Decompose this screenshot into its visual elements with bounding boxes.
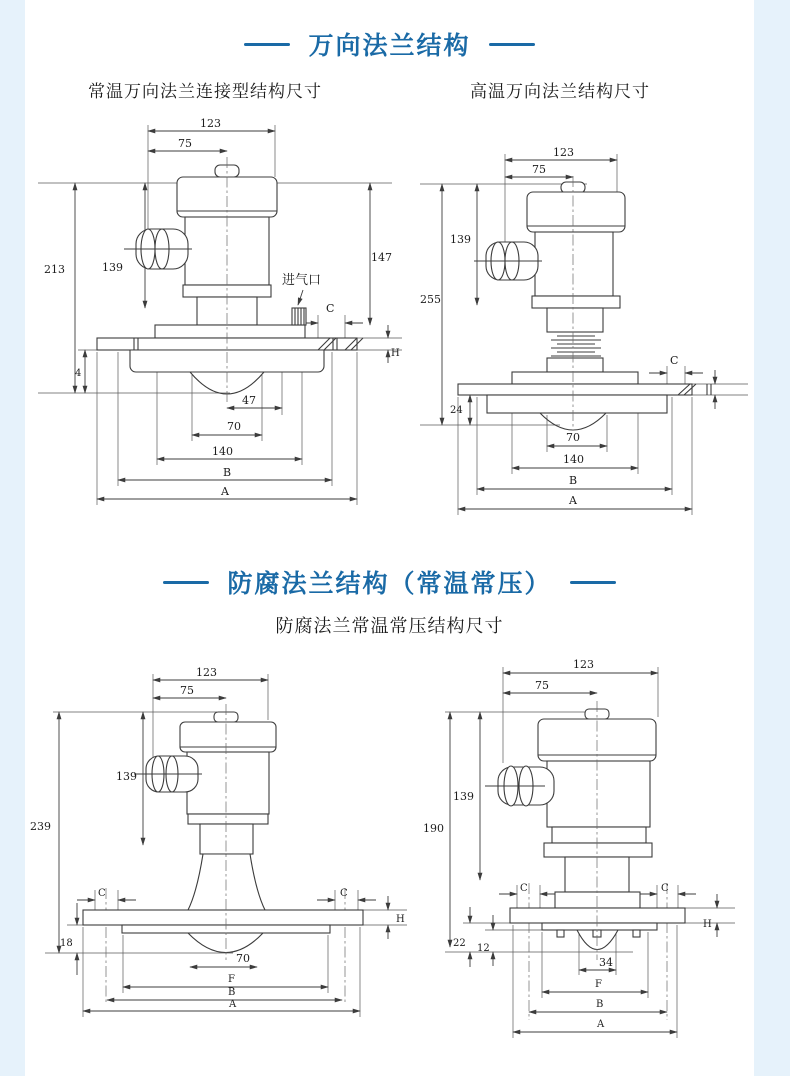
dim-horn-mouth: 70 xyxy=(227,420,241,433)
dim-flange-drop: 22 xyxy=(453,938,466,949)
subtitle-anticorrosion: 防腐法兰常温常压结构尺寸 xyxy=(275,616,504,636)
dim-overall-height: 190 xyxy=(423,822,444,835)
dim-probe-offset: 75 xyxy=(178,137,192,150)
dim-bolt-circle: B xyxy=(228,987,236,998)
dim-bolt-offset-right: C xyxy=(340,888,348,899)
device-body xyxy=(485,709,685,950)
drawing-high-temp-universal-flange xyxy=(420,130,760,520)
dim-flange-thickness: H xyxy=(396,914,405,925)
dim-seat-height: 24 xyxy=(450,405,463,416)
bellows xyxy=(551,332,601,356)
header-dash-left xyxy=(244,43,290,46)
header-dash-right xyxy=(489,43,535,46)
dim-flange-od: A xyxy=(569,494,577,507)
dim-head-to-flange: 147 xyxy=(371,251,392,264)
dim-horn-mouth: 70 xyxy=(566,431,580,444)
dim-liner-width: F xyxy=(228,974,235,985)
dim-housing-height: 139 xyxy=(102,261,123,274)
air-inlet-label: 进气口 xyxy=(282,272,322,287)
dim-bolt-offset-right: C xyxy=(661,883,669,894)
dim-flange-thickness: H xyxy=(391,348,400,359)
dim-probe-offset: 75 xyxy=(535,679,549,692)
dim-flange-od: A xyxy=(229,999,237,1010)
dim-flange-thickness: H xyxy=(703,919,712,930)
dim-flange-od: A xyxy=(597,1019,605,1030)
dim-overall-height: 255 xyxy=(420,293,441,306)
dim-seat-height: 4 xyxy=(75,368,82,379)
dim-top-width: 123 xyxy=(573,658,594,671)
dim-bolt-circle: B xyxy=(569,474,578,487)
dim-horn-inner: 47 xyxy=(242,394,256,407)
drawing-anticorrosion-left xyxy=(22,650,417,1022)
header-dash-right xyxy=(570,581,616,584)
dim-antenna-width: 34 xyxy=(599,956,613,969)
header-dash-left xyxy=(163,581,209,584)
device-body xyxy=(458,182,711,430)
section-universal-title: 万向法兰结构 xyxy=(308,32,471,60)
dim-seat-width: 140 xyxy=(563,453,584,466)
dim-top-width: 123 xyxy=(553,146,574,159)
subtitle-normal-temp: 常温万向法兰连接型结构尺寸 xyxy=(88,82,322,101)
device-body xyxy=(83,712,363,953)
dim-top-width: 123 xyxy=(200,117,221,130)
dim-probe-offset: 75 xyxy=(532,163,546,176)
drawing-anticorrosion-right xyxy=(415,645,747,1047)
dim-overall-height: 239 xyxy=(30,820,51,833)
dim-housing-height: 139 xyxy=(116,770,137,783)
dim-housing-height: 139 xyxy=(453,790,474,803)
horn xyxy=(188,854,265,910)
section-universal-header xyxy=(25,26,754,62)
dim-top-width: 123 xyxy=(196,666,217,679)
dim-bolt-circle: B xyxy=(223,466,232,479)
dim-flange-od: A xyxy=(221,485,229,498)
dim-housing-height: 139 xyxy=(450,233,471,246)
dim-seat-width: 140 xyxy=(212,445,233,458)
dim-overall-height: 213 xyxy=(44,263,65,276)
device-body xyxy=(97,165,363,394)
dim-bolt-offset-left: C xyxy=(98,888,106,899)
section-anticorrosion-title: 防腐法兰结构（常温常压） xyxy=(227,570,552,598)
section-anticorrosion-header xyxy=(25,564,754,600)
dim-bolt-offset: C xyxy=(326,302,335,315)
dim-bolt-offset: C xyxy=(670,354,679,367)
dim-probe-offset: 75 xyxy=(180,684,194,697)
dim-protrusion: 12 xyxy=(477,943,490,954)
drawing-normal-temp-universal-flange xyxy=(30,103,410,507)
dim-horn-mouth: 70 xyxy=(236,952,250,965)
dim-liner-width: F xyxy=(595,979,602,990)
dim-bolt-offset-left: C xyxy=(520,883,528,894)
dim-bolt-circle: B xyxy=(596,999,604,1010)
subtitle-high-temp: 高温万向法兰结构尺寸 xyxy=(470,82,650,101)
dim-protrusion: 18 xyxy=(60,938,73,949)
